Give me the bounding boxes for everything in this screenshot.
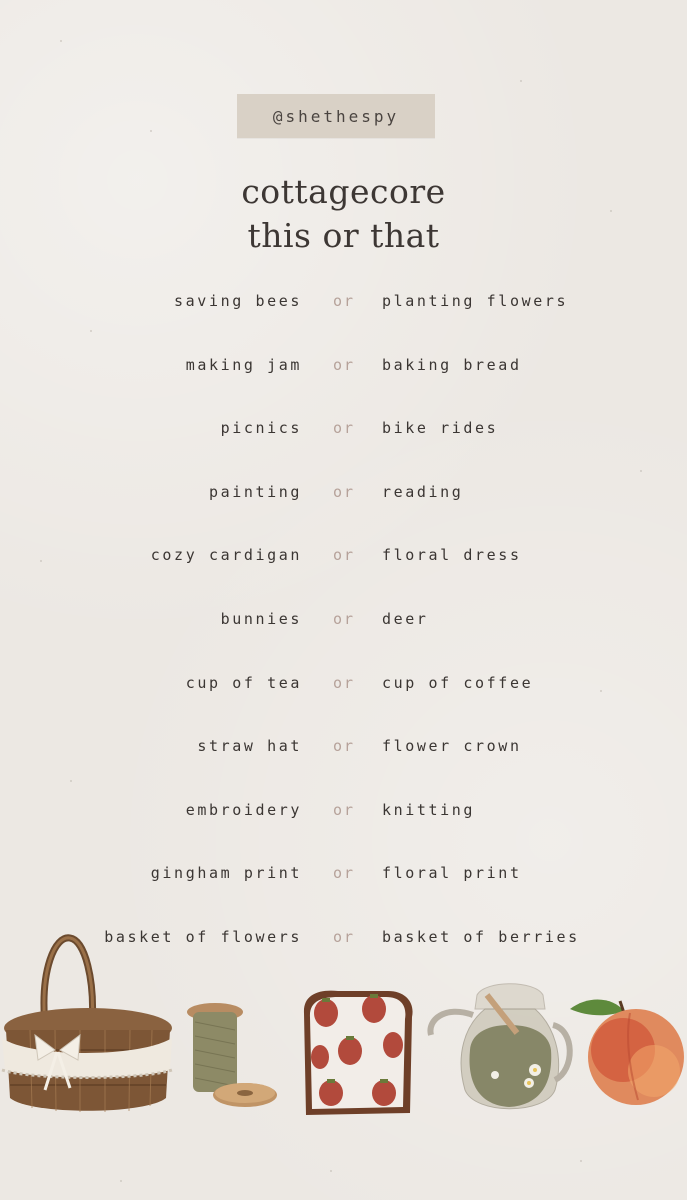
pair-separator: or (333, 292, 356, 310)
pair-separator: or (333, 610, 356, 628)
pair-separator: or (333, 864, 356, 883)
pair-right: baking bread (382, 355, 522, 374)
pair-row (0, 791, 687, 831)
pair-right: flower crown (382, 737, 522, 756)
pair-separator: or (333, 928, 356, 946)
picnic-basket-icon (0, 930, 175, 1120)
pair-left: cup of tea (185, 673, 302, 692)
pair-row (0, 346, 687, 386)
strawberry-toast-icon (298, 985, 418, 1120)
pair-row (0, 600, 687, 640)
pair-left: embroidery (185, 800, 302, 819)
pair-right: cup of coffee (382, 673, 534, 692)
pair-separator: or (333, 482, 356, 501)
pair-left: painting (208, 482, 302, 501)
pair-left: bunnies (220, 610, 302, 628)
pair-row (0, 536, 687, 576)
pair-left: gingham print (150, 864, 302, 883)
pair-row (0, 282, 687, 322)
pair-row (0, 664, 687, 704)
pair-right: reading (382, 482, 464, 501)
title-line-1: cottagecore (241, 172, 446, 211)
glass-teapot-icon (425, 975, 575, 1125)
pair-separator: or (333, 737, 356, 756)
title-line-2: this or that (247, 216, 440, 255)
pair-separator: or (333, 546, 356, 565)
pair-left: straw hat (197, 737, 302, 756)
pair-left: basket of flowers (104, 928, 302, 946)
pair-row (0, 854, 687, 894)
pair-right: floral dress (382, 546, 522, 565)
pair-row (0, 727, 687, 767)
pair-row (0, 409, 687, 449)
handle-tape (237, 94, 435, 138)
pair-separator: or (333, 419, 356, 438)
pair-right: bike rides (382, 419, 499, 438)
pair-left: picnics (220, 419, 302, 438)
pair-left: making jam (185, 355, 302, 374)
pair-right: knitting (382, 800, 476, 819)
thread-spool-icon (183, 1000, 278, 1115)
pair-row (0, 473, 687, 513)
pair-left: saving bees (174, 292, 302, 310)
pair-right: basket of berries (382, 928, 580, 946)
handle-text: @shethespy (272, 106, 400, 126)
pair-left: cozy cardigan (150, 546, 302, 565)
pair-right: floral print (382, 864, 522, 883)
pair-right: planting flowers (382, 292, 569, 310)
pair-separator: or (333, 800, 356, 819)
pair-right: deer (382, 610, 429, 628)
peach-icon (568, 995, 686, 1110)
pair-separator: or (333, 355, 356, 374)
pair-separator: or (333, 673, 356, 692)
